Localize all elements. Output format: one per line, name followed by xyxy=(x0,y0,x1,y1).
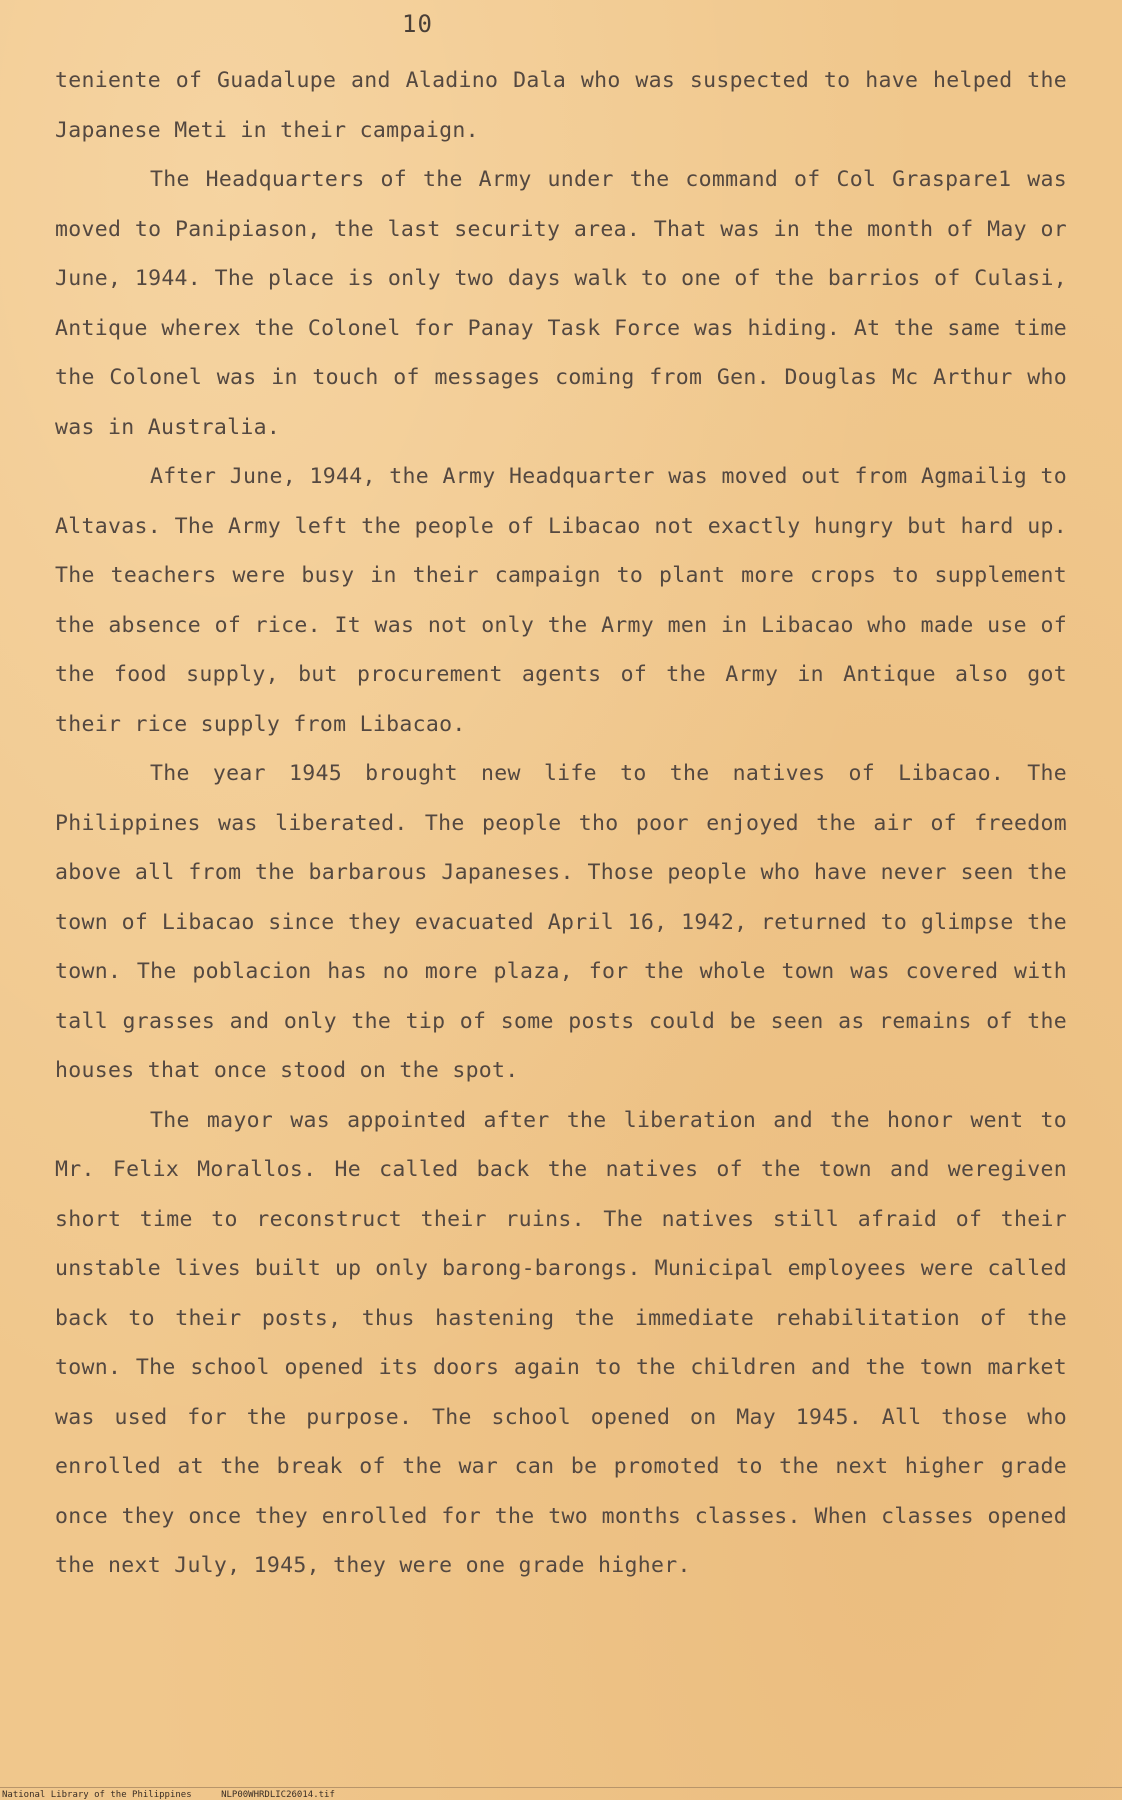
paragraph-5: The mayor was appointed after the liberation and the honor went to Mr. Felix Morallos. He called back the natives of the town and weregiven short time to reconstruct their ruins. The natives still afraid of their unstable lives built up only barong-barongs. Municipal employees were called back to their posts, thus hastening the immediate rehabilitation of the town. The school opened its doors again to the children and the town market was used for the purpose. The school opened on May 1945. All those who enrolled at the break of the war can be promoted to the next higher grade once they once they enrolled for the two months classes. When classes opened the next July, 1945, they were one grade higher. xyxy=(55,1107,1067,1578)
paragraph-1: teniente of Guadalupe and Aladino Dala who was suspected to have helped the Japanese Meti in their campaign. xyxy=(55,68,1067,143)
footer xyxy=(2,1790,335,1800)
footer-library: National Library of the Philippines xyxy=(2,1790,192,1800)
paragraph-2: The Headquarters of the Army under the command of Col Graspare1 was moved to Panipiason, the last security area. That was in the month of May or June, 1944. The place is only two days walk to one of the barrios of Culasi, Antique wherex the Colonel for Panay Task Force was hiding. At the same time the Colonel was in touch of messages coming from Gen. Douglas Mc Arthur who was in Australia. xyxy=(55,167,1067,440)
paragraph-3: After June, 1944, the Army Headquarter was moved out from Agmailig to Altavas. The Army left the people of Libacao not exactly hungry but hard up. The teachers were busy in their campaign to plant more crops to supplement the absence of rice. It was not only the Army men in Libacao who made use of the food supply, but procurement agents of the Army in Antique also got their rice supply from Libacao. xyxy=(55,464,1067,737)
paragraph-4: The year 1945 brought new life to the natives of Libacao. The Philippines was liberated. The people tho poor enjoyed the air of freedom above all from the barbarous Japaneses. Those people who have never seen the town of Libacao since they evacuated April 16, 1942, returned to glimpse the town. The poblacion has no more plaza, for the whole town was covered with tall grasses and only the tip of some posts could be seen as remains of the houses that once stood on the spot. xyxy=(55,761,1067,1083)
footer-file-id: NLP00WHRDLIC26014.tif xyxy=(221,1790,335,1800)
page-number: 10 xyxy=(402,10,433,38)
document-body xyxy=(55,56,1067,1591)
footer-divider xyxy=(0,1787,1122,1788)
